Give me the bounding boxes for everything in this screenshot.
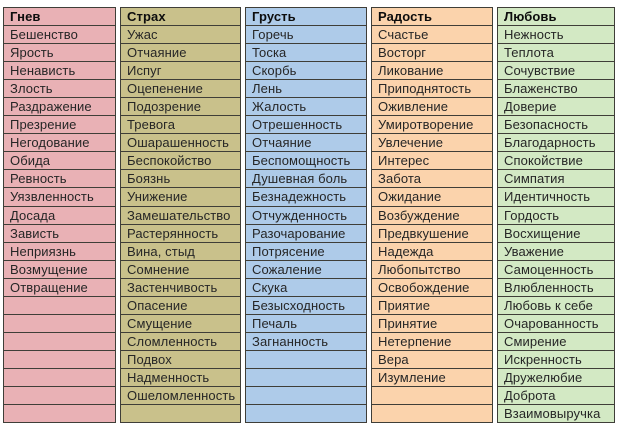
table-cell: Нежность xyxy=(498,26,614,44)
table-cell xyxy=(246,369,366,387)
table-cell: Оживление xyxy=(372,98,492,116)
table-cell: Восторг xyxy=(372,44,492,62)
table-cell: Беспокойство xyxy=(121,152,240,170)
table-cell: Тоска xyxy=(246,44,366,62)
table-cell: Вина, стыд xyxy=(121,243,240,261)
table-cell: Ликование xyxy=(372,62,492,80)
table-cell: Теплота xyxy=(498,44,614,62)
table-cell: Загнанность xyxy=(246,333,366,351)
table-cell: Изумление xyxy=(372,369,492,387)
table-cell: Сожаление xyxy=(246,261,366,279)
table-cell xyxy=(372,387,492,405)
table-cell: Безопасность xyxy=(498,116,614,134)
table-cell: Отчаяние xyxy=(246,134,366,152)
column-header-joy: Радость xyxy=(372,8,492,26)
table-cell: Любопытство xyxy=(372,261,492,279)
table-cell: Отвращение xyxy=(4,279,115,297)
table-cell: Сломленность xyxy=(121,333,240,351)
table-cell: Увлечение xyxy=(372,134,492,152)
table-cell: Беспомощность xyxy=(246,152,366,170)
table-cell: Гордость xyxy=(498,207,614,225)
table-cell: Сочувствие xyxy=(498,62,614,80)
table-cell xyxy=(4,369,115,387)
table-cell xyxy=(246,387,366,405)
table-cell xyxy=(246,351,366,369)
table-cell: Отчаяние xyxy=(121,44,240,62)
table-cell: Досада xyxy=(4,207,115,225)
table-cell: Освобождение xyxy=(372,279,492,297)
table-cell: Надменность xyxy=(121,369,240,387)
table-cell: Раздражение xyxy=(4,98,115,116)
table-cell: Растерянность xyxy=(121,225,240,243)
table-cell: Бешенство xyxy=(4,26,115,44)
table-cell: Печаль xyxy=(246,315,366,333)
table-cell: Ненависть xyxy=(4,62,115,80)
emotion-column-sadness xyxy=(245,7,367,423)
table-cell: Жалость xyxy=(246,98,366,116)
column-header-fear: Страх xyxy=(121,8,240,26)
table-cell: Неприязнь xyxy=(4,243,115,261)
table-cell xyxy=(4,333,115,351)
table-cell: Боязнь xyxy=(121,170,240,188)
emotion-column-love xyxy=(497,7,615,423)
emotions-table xyxy=(3,7,617,423)
table-cell: Ужас xyxy=(121,26,240,44)
table-cell: Нетерпение xyxy=(372,333,492,351)
table-cell: Дружелюбие xyxy=(498,369,614,387)
table-cell: Опасение xyxy=(121,297,240,315)
table-cell: Очарованность xyxy=(498,315,614,333)
table-cell: Скорбь xyxy=(246,62,366,80)
table-cell: Принятие xyxy=(372,315,492,333)
table-cell: Идентичность xyxy=(498,188,614,206)
table-cell: Уважение xyxy=(498,243,614,261)
table-cell: Доверие xyxy=(498,98,614,116)
table-cell xyxy=(372,405,492,422)
table-cell: Забота xyxy=(372,170,492,188)
table-cell: Влюбленность xyxy=(498,279,614,297)
table-cell: Разочарование xyxy=(246,225,366,243)
table-cell: Безысходность xyxy=(246,297,366,315)
table-cell: Уязвленность xyxy=(4,188,115,206)
table-cell: Предвкушение xyxy=(372,225,492,243)
table-cell: Смирение xyxy=(498,333,614,351)
table-cell: Самоценность xyxy=(498,261,614,279)
table-cell xyxy=(4,297,115,315)
table-cell: Счастье xyxy=(372,26,492,44)
table-cell: Подвох xyxy=(121,351,240,369)
table-cell xyxy=(246,405,366,422)
table-cell: Негодование xyxy=(4,134,115,152)
table-cell: Восхищение xyxy=(498,225,614,243)
table-cell: Благодарность xyxy=(498,134,614,152)
table-cell: Презрение xyxy=(4,116,115,134)
table-cell: Взаимовыручка xyxy=(504,406,601,422)
emotion-column-joy xyxy=(371,7,493,423)
table-cell: Лень xyxy=(246,80,366,98)
table-cell: Надежда xyxy=(372,243,492,261)
table-cell: Горечь xyxy=(246,26,366,44)
table-cell: Душевная боль xyxy=(246,170,366,188)
table-cell: Отчужденность xyxy=(246,207,366,225)
table-cell: Интерес xyxy=(372,152,492,170)
table-cell: Обида xyxy=(4,152,115,170)
table-cell: Скука xyxy=(246,279,366,297)
table-cell: Возбуждение xyxy=(372,207,492,225)
table-cell: Ожидание xyxy=(372,188,492,206)
table-cell xyxy=(4,387,115,405)
table-cell: Потрясение xyxy=(246,243,366,261)
table-cell: Блаженство xyxy=(498,80,614,98)
table-cell: Доброта xyxy=(498,387,614,405)
emotion-column-anger xyxy=(3,7,116,423)
table-cell xyxy=(4,405,115,422)
column-header-anger: Гнев xyxy=(4,8,115,26)
table-cell: Искренность xyxy=(498,351,614,369)
table-cell: Симпатия xyxy=(498,170,614,188)
table-cell xyxy=(121,405,240,422)
table-cell: Приятие xyxy=(372,297,492,315)
table-cell: Безнадежность xyxy=(246,188,366,206)
table-cell: Унижение xyxy=(121,188,240,206)
table-cell: Отрешенность xyxy=(246,116,366,134)
table-cell: Смущение xyxy=(121,315,240,333)
table-cell: Приподнятость xyxy=(372,80,492,98)
table-cell: Злость xyxy=(4,80,115,98)
table-cell: Ошарашенность xyxy=(121,134,240,152)
table-cell: Застенчивость xyxy=(121,279,240,297)
table-cell xyxy=(4,351,115,369)
table-cell: Любовь к себе xyxy=(498,297,614,315)
table-cell: Сомнение xyxy=(121,261,240,279)
table-cell xyxy=(4,315,115,333)
table-cell: Спокойствие xyxy=(498,152,614,170)
table-cell: Подозрение xyxy=(121,98,240,116)
table-cell: Тревога xyxy=(121,116,240,134)
table-cell: Ревность xyxy=(4,170,115,188)
column-header-love: Любовь xyxy=(498,8,614,26)
table-cell: Умиротворение xyxy=(372,116,492,134)
table-cell: Возмущение xyxy=(4,261,115,279)
table-cell: Зависть xyxy=(4,225,115,243)
table-cell: Ярость xyxy=(4,44,115,62)
table-cell: Замешательство xyxy=(121,207,240,225)
emotion-column-fear xyxy=(120,7,241,423)
table-cell: Ошеломленность xyxy=(121,387,240,405)
table-cell: Вера xyxy=(372,351,492,369)
table-cell: Оцепенение xyxy=(121,80,240,98)
column-header-sadness: Грусть xyxy=(246,8,366,26)
table-cell: Испуг xyxy=(121,62,240,80)
